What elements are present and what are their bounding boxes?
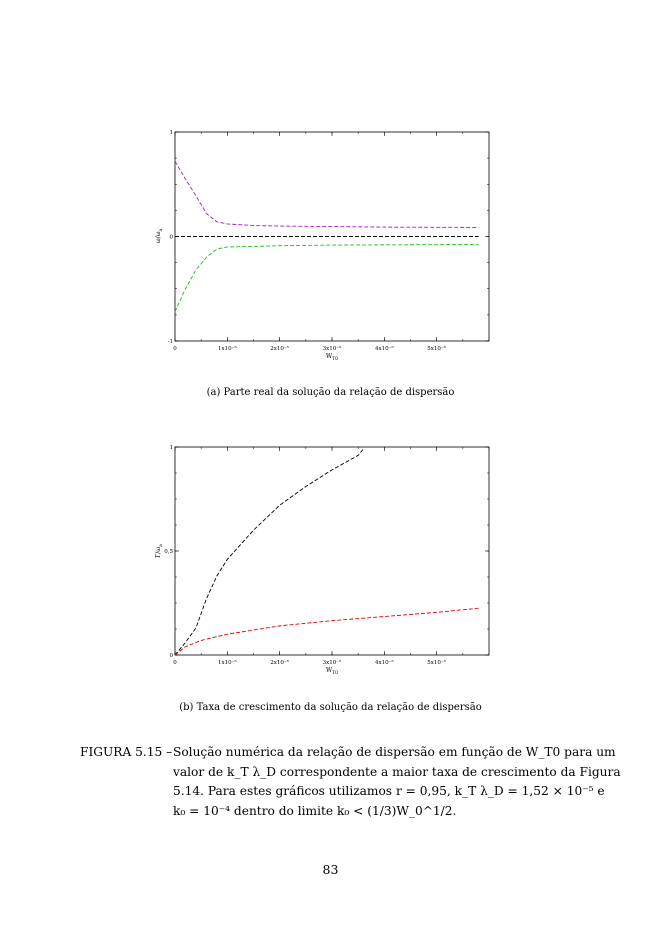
x-tick-label: 0 (173, 346, 177, 352)
plot-b-xlabel: $W_{T0}$ (325, 667, 339, 676)
y-tick-label: 1 (169, 445, 173, 451)
x-tick-label: 3x10⁻⁵ (322, 660, 342, 666)
plot-b-series (175, 449, 479, 655)
plot-a-ylabel: $\omega/\omega_a$ (155, 228, 164, 244)
x-tick-label: 0 (173, 660, 177, 666)
x-tick-label: 5x10⁻⁵ (427, 660, 447, 666)
figure-caption-line-1: Solução numérica da relação de dispersão em função de W_T0 para um (173, 745, 616, 759)
x-tick-label: 4x10⁻⁵ (374, 346, 394, 352)
figure-caption-line-2: valor de k_T λ_D correspondente a maior taxa de crescimento da Figura (173, 764, 621, 779)
x-tick-label: 2x10⁻⁵ (270, 346, 290, 352)
x-tick-label: 2x10⁻⁵ (270, 660, 290, 666)
x-tick-label: 4x10⁻⁵ (374, 660, 394, 666)
x-tick-label: 5x10⁻⁵ (427, 346, 447, 352)
x-tick-label: 1x10⁻⁵ (217, 660, 237, 666)
caption-a: (a) Parte real da solução da relação de dispersão (206, 387, 455, 398)
y-tick-label: 0 (169, 234, 173, 241)
y-tick-label: 0,5 (164, 549, 173, 555)
caption-b: (b) Taxa de crescimento da solução da relação de dispersão (179, 702, 482, 713)
x-tick-label: 1x10⁻⁵ (217, 346, 237, 352)
plot-a-xlabel: $W_{T0}$ (325, 353, 339, 362)
y-tick-label: -1 (167, 339, 173, 345)
series-black-line (175, 449, 363, 655)
page-number: 83 (322, 862, 339, 877)
figure-caption-line-4: k₀ = 10⁻⁴ dentro do limite k₀ < (1/3)W_0^1/2. (173, 803, 457, 818)
figure-caption-line-3: 5.14. Para estes gráficos utilizamos r = 0,95, k_T λ_D = 1,52 × 10⁻⁵ e (173, 784, 605, 798)
plot-b-ylabel: $\Gamma/\omega_a$ (155, 544, 164, 558)
plot-b-ticks (164, 445, 489, 666)
plot-b-frame (175, 447, 489, 655)
y-tick-label: 1 (169, 130, 173, 136)
figure-caption-label: FIGURA 5.15 – (80, 745, 173, 759)
y-tick-label: 0 (169, 653, 173, 659)
x-tick-label: 3x10⁻⁵ (322, 346, 342, 352)
series-red-line (175, 608, 479, 655)
